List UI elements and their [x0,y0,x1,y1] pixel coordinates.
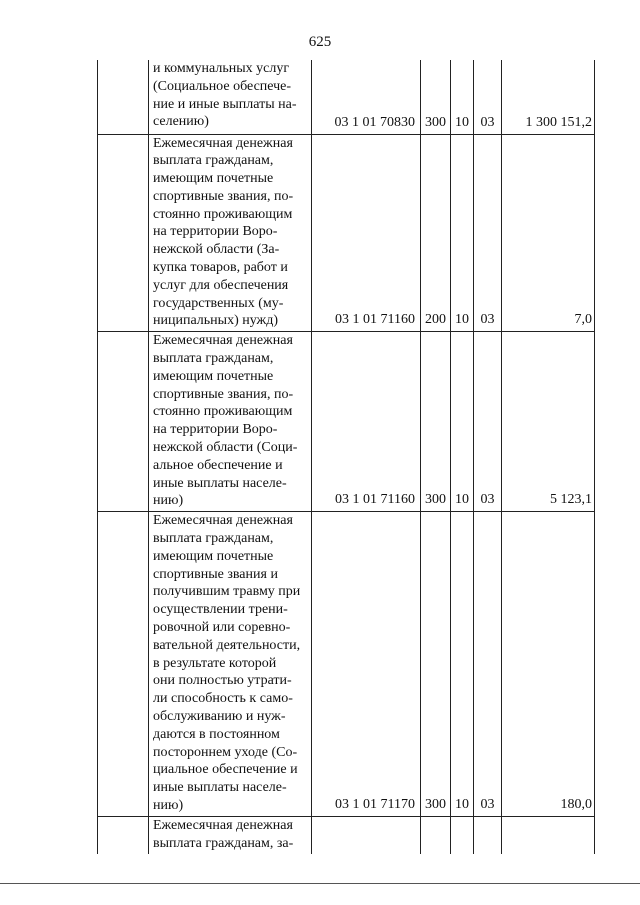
row-description: Ежемесячная денежная выплата гражданам, имеющим почетные спортивные звания, по- стоянно проживающим на территории Воро- нежской области (Соци- альное обеспечение и иные выплаты населе- нию) [149,332,312,512]
budget-table [97,60,595,854]
amount [502,816,595,854]
section [451,816,474,854]
empty-cell [98,332,149,512]
subsection: 03 [474,332,502,512]
table-row [98,816,595,854]
section: 10 [451,512,474,817]
expense-type [421,816,451,854]
empty-cell [98,60,149,134]
target-code: 03 1 01 71160 [312,134,421,332]
table-row [98,512,595,817]
amount: 7,0 [502,134,595,332]
row-description: Ежемесячная денежная выплата гражданам, за- [149,816,312,854]
expense-type: 200 [421,134,451,332]
amount: 180,0 [502,512,595,817]
empty-cell [98,512,149,817]
subsection: 03 [474,134,502,332]
expense-type: 300 [421,332,451,512]
target-code: 03 1 01 70830 [312,60,421,134]
row-description: Ежемесячная денежная выплата гражданам, имеющим почетные спортивные звания и получившим травму при осуществлении трени- ровочной или соревно- вательной деятельности, в результате которой они полностью утрати- ли способность к само- обслуживанию и нуж- даются в постоянном постороннем уходе (Со- циальное обеспечение и иные выплаты населе- нию) [149,512,312,817]
row-description: Ежемесячная денежная выплата гражданам, имеющим почетные спортивные звания, по- стоянно проживающим на территории Воро- нежской области (За- купка товаров, работ и услуг для обеспечения государственных (му- ниципальных) нужд) [149,134,312,332]
table-row [98,60,595,134]
empty-cell [98,134,149,332]
page-bottom-rule [0,883,640,884]
empty-cell [98,816,149,854]
page-number: 625 [308,34,332,50]
target-code: 03 1 01 71170 [312,512,421,817]
amount: 5 123,1 [502,332,595,512]
amount: 1 300 151,2 [502,60,595,134]
expense-type: 300 [421,512,451,817]
expense-type: 300 [421,60,451,134]
section: 10 [451,332,474,512]
table-row [98,332,595,512]
target-code [312,816,421,854]
subsection: 03 [474,512,502,817]
table-row [98,134,595,332]
subsection: 03 [474,60,502,134]
section: 10 [451,60,474,134]
target-code: 03 1 01 71160 [312,332,421,512]
subsection [474,816,502,854]
section: 10 [451,134,474,332]
row-description: и коммунальных услуг (Социальное обеспече- ние и иные выплаты на- селению) [149,60,312,134]
